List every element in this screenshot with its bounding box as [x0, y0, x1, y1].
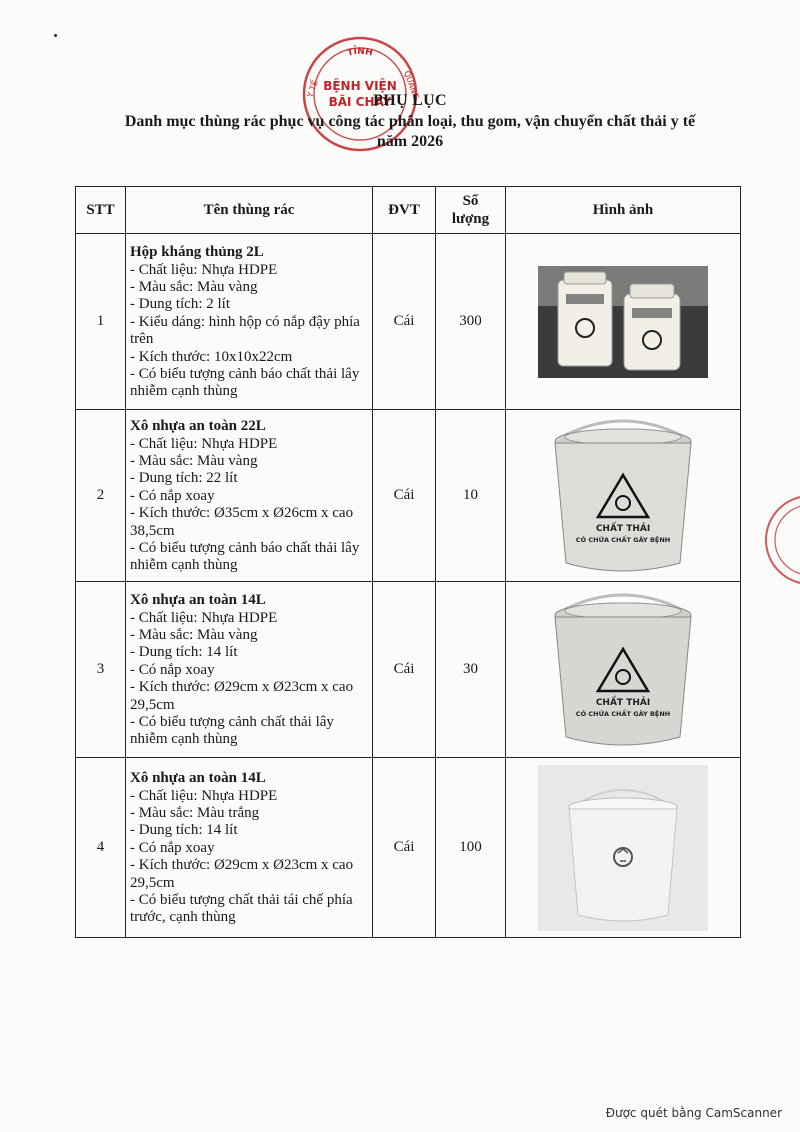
- bin-detail-line: - Kích thước: Ø29cm x Ø23cm x cao 29,5cm: [130, 679, 354, 713]
- bin-table: [75, 186, 741, 938]
- page-subtitle: Danh mục thùng rác phục vụ công tác phân loại, thu gom, vận chuyển chất thải y tế năm 2026: [124, 113, 696, 150]
- row-unit: Cái: [373, 234, 436, 410]
- row-description: [126, 758, 373, 938]
- page-title: PHỤ LỤC: [373, 92, 447, 109]
- bin-name: Hộp kháng thủng 2L: [130, 244, 264, 261]
- bin-detail-line: - Chất liệu: Nhựa HDPE: [130, 609, 278, 626]
- bin-detail-line: - Có nắp xoay: [130, 661, 215, 678]
- header-qty: Số lượng: [436, 187, 506, 234]
- bin-detail-line: - Dung tích: 14 lít: [130, 822, 238, 839]
- table-row: [76, 582, 741, 758]
- row-image: [506, 582, 741, 758]
- bin-detail-line: - Màu sắc: Màu vàng: [130, 452, 258, 469]
- row-image: [506, 234, 741, 410]
- bin-detail-line: - Chất liệu: Nhựa HDPE: [130, 261, 278, 278]
- bin-name: Xô nhựa an toàn 14L: [130, 770, 266, 787]
- table-row: [76, 234, 741, 410]
- bin-detail-line: - Có biểu tượng cảnh báo chất thải lây nhiễm cạnh thùng: [130, 540, 360, 574]
- bucket-label-line-1: CHẤT THẢI: [595, 523, 651, 534]
- sharps-box-icon: [538, 241, 708, 403]
- bin-name: Xô nhựa an toàn 22L: [130, 418, 266, 435]
- row-image: [506, 410, 741, 582]
- biohazard-bucket-icon: [538, 589, 708, 751]
- bucket-label-line-2: CÓ CHỨA CHẤT GÂY BỆNH: [575, 709, 671, 718]
- bin-detail-line: - Chất liệu: Nhựa HDPE: [130, 435, 278, 452]
- recycle-bucket-icon: [538, 765, 708, 931]
- row-quantity: 10: [436, 410, 506, 582]
- bin-detail-line: - Kiểu dáng: hình hộp có nắp đậy phía trên: [130, 313, 360, 348]
- row-description: [126, 582, 373, 758]
- table-row: [76, 758, 741, 938]
- header-image: Hình ảnh: [506, 187, 741, 234]
- edge-stamp: [760, 490, 800, 590]
- row-quantity: 30: [436, 582, 506, 758]
- bin-detail-line: - Có nắp xoay: [130, 839, 215, 856]
- scanner-watermark: Được quét bằng CamScanner: [605, 1106, 782, 1120]
- bin-detail-line: - Kích thước: Ø29cm x Ø23cm x cao 29,5cm: [130, 857, 354, 891]
- bin-detail-line: - Dung tích: 22 lít: [130, 470, 238, 487]
- table-body: [76, 234, 741, 938]
- header-unit: ĐVT: [373, 187, 436, 234]
- row-unit: Cái: [373, 758, 436, 938]
- row-stt: 3: [76, 582, 126, 758]
- row-unit: Cái: [373, 410, 436, 582]
- stamp-line-1: BỆNH VIỆN: [323, 79, 397, 93]
- stamp-line-2: BÃI CHÁY: [328, 95, 392, 109]
- row-description: [126, 234, 373, 410]
- row-unit: Cái: [373, 582, 436, 758]
- header-stt: STT: [76, 187, 126, 234]
- title-block: [80, 92, 740, 152]
- bucket-label-line-2: CÓ CHỨA CHẤT GÂY BỆNH: [575, 535, 671, 544]
- bin-detail-line: - Có nắp xoay: [130, 487, 215, 504]
- row-stt: 4: [76, 758, 126, 938]
- table-row: [76, 410, 741, 582]
- bin-detail-line: - Dung tích: 2 lít: [130, 296, 230, 313]
- row-quantity: 300: [436, 234, 506, 410]
- row-stt: 2: [76, 410, 126, 582]
- bin-detail-line: - Màu sắc: Màu vàng: [130, 278, 258, 295]
- stamp-top-text: TỈNH: [346, 46, 374, 59]
- row-image: [506, 758, 741, 938]
- bin-detail-line: - Có biểu tượng cảnh chất thải lây nhiễm cạnh thùng: [130, 714, 334, 748]
- bin-detail-line: - Màu sắc: Màu vàng: [130, 626, 258, 643]
- stamp-left-text: Y TẾ: [305, 79, 320, 99]
- stamp-right-text: QUẢNG: [402, 69, 421, 101]
- bin-detail-line: - Màu sắc: Màu trắng: [130, 804, 260, 821]
- bin-detail-line: - Chất liệu: Nhựa HDPE: [130, 787, 278, 804]
- bin-detail-line: - Kích thước: 10x10x22cm: [130, 348, 293, 365]
- svg-text:TỈNH: [346, 45, 373, 59]
- row-stt: 1: [76, 234, 126, 410]
- row-description: [126, 410, 373, 582]
- bin-detail-line: - Có biểu tượng cảnh báo chất thải lây nhiễm cạnh thùng: [130, 366, 360, 400]
- row-quantity: 100: [436, 758, 506, 938]
- bin-name: Xô nhựa an toàn 14L: [130, 592, 266, 609]
- bin-detail-line: - Kích thước: Ø35cm x Ø26cm x cao 38,5cm: [130, 505, 354, 539]
- bin-detail-line: - Dung tích: 14 lít: [130, 644, 238, 661]
- header-name: Tên thùng rác: [126, 187, 373, 234]
- biohazard-bucket-icon: [538, 417, 708, 575]
- table-header-row: [76, 187, 741, 234]
- bucket-label-line-1: CHẤT THẢI: [595, 697, 651, 708]
- scan-speck: [54, 34, 57, 37]
- bin-detail-line: - Có biểu tượng chất thải tái chế phía trước, cạnh thùng: [130, 892, 353, 926]
